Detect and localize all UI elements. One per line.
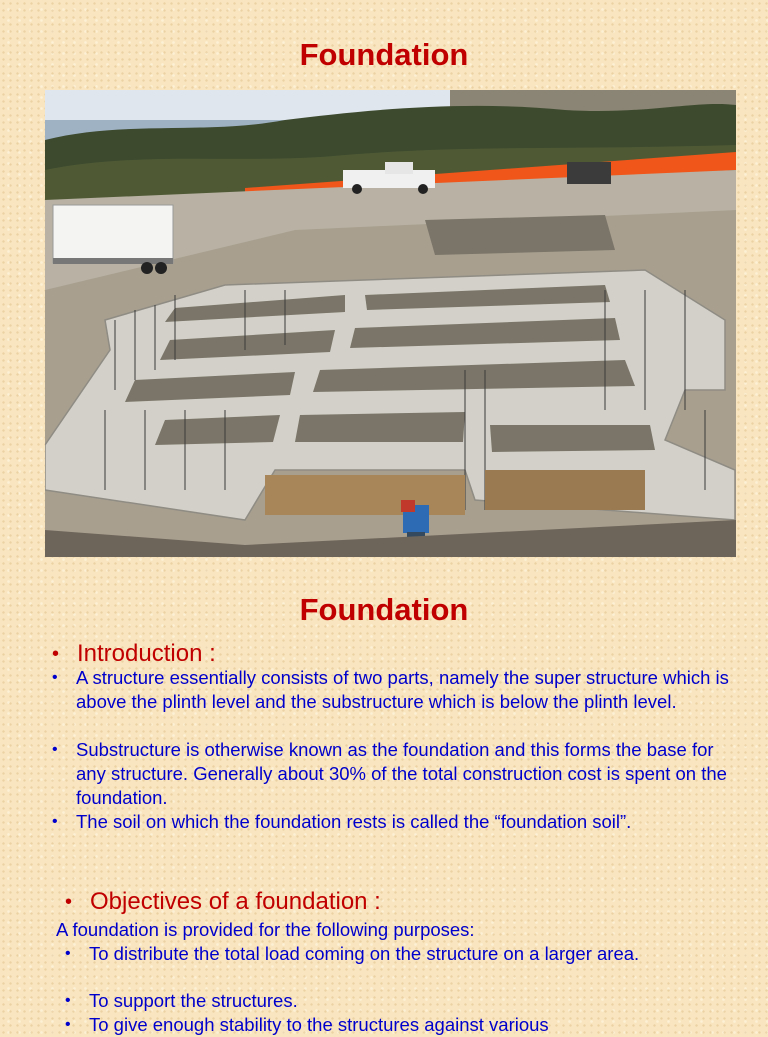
bullet-icon: •	[52, 669, 58, 686]
slide-title: Foundation	[299, 592, 469, 627]
bullet-icon: •	[52, 741, 58, 758]
bullet-icon: •	[65, 945, 71, 962]
page-title: Foundation	[299, 37, 469, 72]
bullet-icon: •	[52, 643, 60, 665]
foundation-construction-photo	[45, 90, 736, 557]
bullet-icon: •	[52, 813, 58, 830]
objectives-lead-text: A foundation is provided for the following purposes:	[56, 919, 475, 940]
bullet-icon: •	[65, 992, 71, 1009]
bullet-icon: •	[65, 1016, 71, 1033]
bullet-icon: •	[65, 891, 73, 913]
